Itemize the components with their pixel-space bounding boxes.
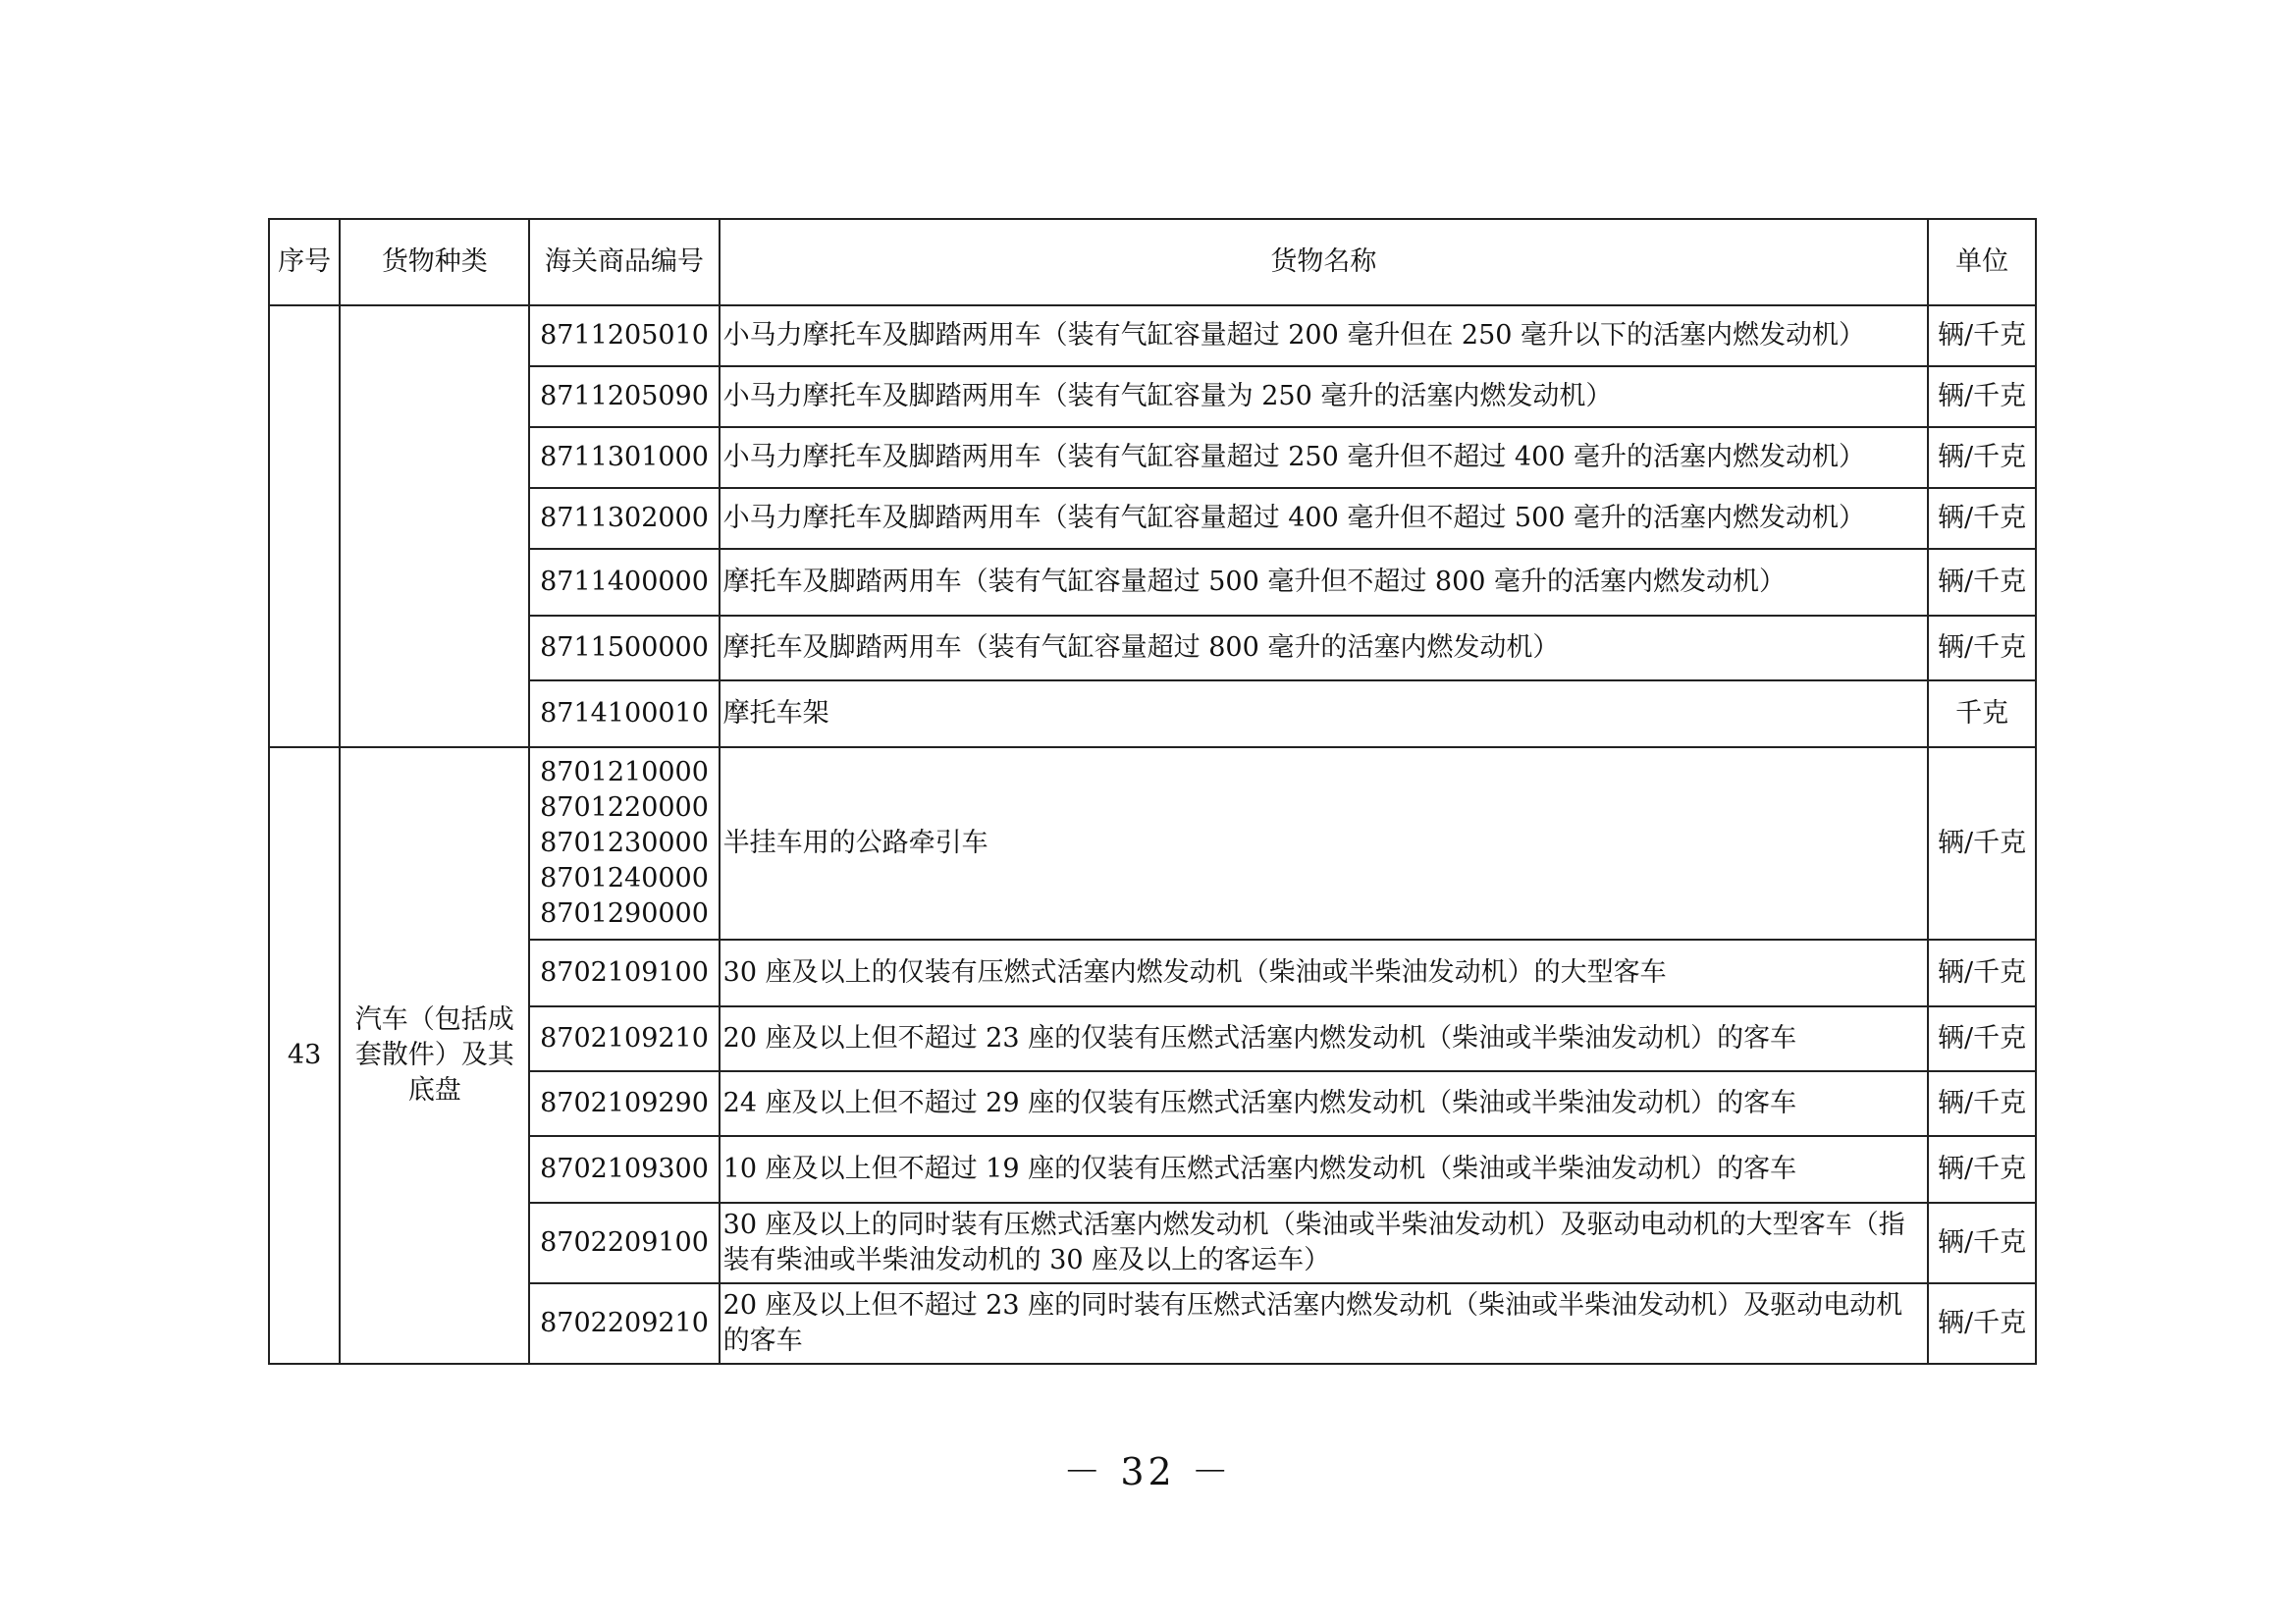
name-cell: 24 座及以上但不超过 29 座的仅装有压燃式活塞内燃发动机（柴油或半柴油发动机）的客车 [720, 1071, 1929, 1136]
table-row [269, 488, 2036, 549]
unit-cell: 辆/千克 [1928, 1136, 2036, 1203]
code-cell: 8702109300 [529, 1136, 719, 1203]
name-cell: 摩托车及脚踏两用车（装有气缸容量超过 800 毫升的活塞内燃发动机） [720, 616, 1929, 680]
code-line: 8701230000 [540, 828, 709, 858]
unit-cell: 辆/千克 [1928, 305, 2036, 366]
code-cell: 8702209210 [529, 1283, 719, 1364]
code-line: 8701220000 [540, 792, 709, 823]
table-row [269, 366, 2036, 427]
code-cell: 8702109100 [529, 940, 719, 1006]
name-cell: 10 座及以上但不超过 19 座的仅装有压燃式活塞内燃发动机（柴油或半柴油发动机）的客车 [720, 1136, 1929, 1203]
code-cell: 8702209100 [529, 1203, 719, 1283]
table-row [269, 1283, 2036, 1364]
name-cell: 摩托车及脚踏两用车（装有气缸容量超过 500 毫升但不超过 800 毫升的活塞内燃发动机） [720, 549, 1929, 616]
header-name: 货物名称 [720, 219, 1929, 305]
name-cell: 半挂车用的公路牵引车 [720, 747, 1929, 940]
table-row [269, 1006, 2036, 1071]
table-row [269, 427, 2036, 488]
table-row [269, 680, 2036, 747]
unit-cell: 辆/千克 [1928, 488, 2036, 549]
group1-category-cell [340, 305, 529, 747]
name-cell: 20 座及以上但不超过 23 座的同时装有压燃式活塞内燃发动机（柴油或半柴油发动机）及驱动电动机的客车 [720, 1283, 1929, 1364]
header-row [269, 219, 2036, 305]
group2-seq-cell: 43 [269, 747, 340, 1364]
header-code: 海关商品编号 [529, 219, 719, 305]
header-seq: 序号 [269, 219, 340, 305]
name-cell: 小马力摩托车及脚踏两用车（装有气缸容量超过 200 毫升但在 250 毫升以下的活塞内燃发动机） [720, 305, 1929, 366]
name-cell: 摩托车架 [720, 680, 1929, 747]
header-category: 货物种类 [340, 219, 529, 305]
unit-cell: 辆/千克 [1928, 427, 2036, 488]
header-unit: 单位 [1928, 219, 2036, 305]
unit-cell: 辆/千克 [1928, 549, 2036, 616]
unit-cell: 辆/千克 [1928, 1203, 2036, 1283]
code-line: 8701210000 [540, 757, 709, 787]
table-row [269, 616, 2036, 680]
page-number: － 32 － [1063, 1450, 1233, 1493]
table-row [269, 305, 2036, 366]
name-cell: 小马力摩托车及脚踏两用车（装有气缸容量为 250 毫升的活塞内燃发动机） [720, 366, 1929, 427]
name-cell: 30 座及以上的仅装有压燃式活塞内燃发动机（柴油或半柴油发动机）的大型客车 [720, 940, 1929, 1006]
table-row [269, 1071, 2036, 1136]
code-line: 8701290000 [540, 898, 709, 929]
code-cell: 8711301000 [529, 427, 719, 488]
name-cell: 小马力摩托车及脚踏两用车（装有气缸容量超过 250 毫升但不超过 400 毫升的活塞内燃发动机） [720, 427, 1929, 488]
table-row [269, 549, 2036, 616]
code-cell: 8711400000 [529, 549, 719, 616]
unit-cell: 辆/千克 [1928, 747, 2036, 940]
name-cell: 20 座及以上但不超过 23 座的仅装有压燃式活塞内燃发动机（柴油或半柴油发动机）的客车 [720, 1006, 1929, 1071]
code-cell: 8711500000 [529, 616, 719, 680]
code-cell: 8711205090 [529, 366, 719, 427]
unit-cell: 辆/千克 [1928, 940, 2036, 1006]
table-row [269, 747, 2036, 940]
table-row [269, 940, 2036, 1006]
name-cell: 30 座及以上的同时装有压燃式活塞内燃发动机（柴油或半柴油发动机）及驱动电动机的大型客车（指装有柴油或半柴油发动机的 30 座及以上的客运车） [720, 1203, 1929, 1283]
code-cell: 8711205010 [529, 305, 719, 366]
group1-seq-cell [269, 305, 340, 747]
unit-cell: 辆/千克 [1928, 366, 2036, 427]
code-cell: 8711302000 [529, 488, 719, 549]
multi-code-cell [529, 747, 719, 940]
table-row [269, 1136, 2036, 1203]
table-row [269, 1203, 2036, 1283]
group2-category-cell: 汽车（包括成套散件）及其底盘 [340, 747, 529, 1364]
unit-cell: 辆/千克 [1928, 1283, 2036, 1364]
code-cell: 8702109210 [529, 1006, 719, 1071]
unit-cell: 辆/千克 [1928, 616, 2036, 680]
goods-table [268, 218, 2037, 1365]
unit-cell: 辆/千克 [1928, 1006, 2036, 1071]
unit-cell: 千克 [1928, 680, 2036, 747]
code-cell: 8714100010 [529, 680, 719, 747]
code-line: 8701240000 [540, 863, 709, 893]
name-cell: 小马力摩托车及脚踏两用车（装有气缸容量超过 400 毫升但不超过 500 毫升的活塞内燃发动机） [720, 488, 1929, 549]
unit-cell: 辆/千克 [1928, 1071, 2036, 1136]
code-cell: 8702109290 [529, 1071, 719, 1136]
